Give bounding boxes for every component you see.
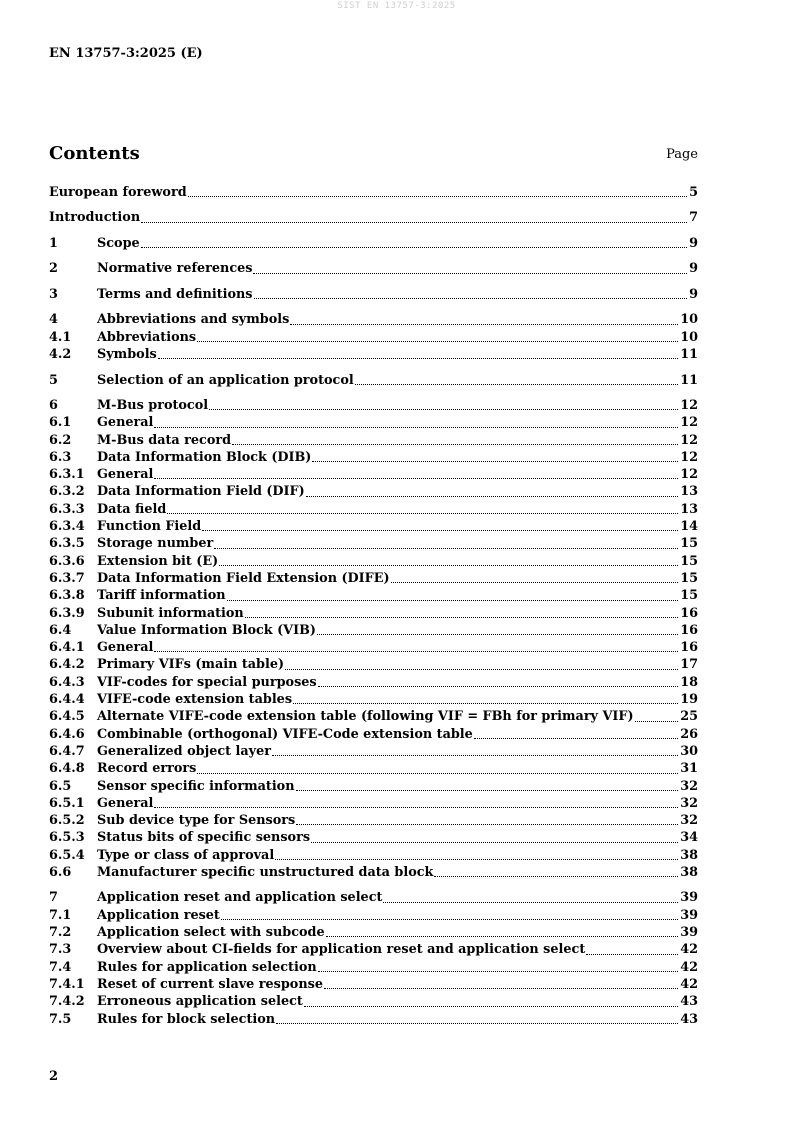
toc-entry-title: Rules for block selection [97, 1011, 276, 1027]
toc-dot-leader [154, 419, 678, 428]
toc-entry[interactable] [49, 570, 698, 587]
toc-entry-number: 6.4.3 [49, 674, 85, 690]
toc-entry-number: 6.3.4 [49, 519, 85, 535]
toc-dot-leader [318, 678, 679, 687]
toc-entry-page: 39 [680, 907, 698, 923]
toc-dot-leader [188, 188, 687, 197]
toc-entry[interactable] [49, 329, 698, 346]
toc-entry-number: 6.3.7 [49, 570, 85, 586]
toc-dot-leader [312, 453, 678, 462]
toc-entry[interactable] [49, 587, 698, 604]
toc-entry[interactable] [49, 639, 698, 656]
toc-entry-page: 13 [680, 501, 698, 517]
toc-entry-number: 7.4 [49, 959, 72, 975]
toc-entry[interactable] [49, 622, 698, 639]
toc-entry-number: 4.2 [49, 347, 72, 363]
toc-entry-page: 18 [680, 674, 698, 690]
toc-entry-number: 6.3.6 [49, 553, 85, 569]
toc-entry-page: 15 [680, 553, 698, 569]
toc-entry-title: Type or class of approval [97, 847, 275, 863]
toc-entry[interactable] [49, 346, 698, 363]
toc-entry-page: 11 [680, 372, 698, 388]
toc-entry-page: 16 [680, 640, 698, 656]
watermark: SIST EN 13757-3:2025 [337, 1, 456, 11]
toc-entry-title: VIF-codes for special purposes [97, 674, 317, 690]
toc-entry[interactable] [49, 847, 698, 864]
toc-dot-leader [324, 980, 678, 989]
toc-entry-number: 7.4.1 [49, 976, 85, 992]
toc-dot-leader [391, 574, 679, 583]
toc-entry-number: 7 [49, 890, 58, 906]
toc-dot-leader [290, 316, 678, 325]
toc-entry-title: General [97, 467, 154, 483]
toc-entry-title: Manufacturer specific unstructured data block [97, 865, 434, 880]
toc-entry-title: Abbreviations [97, 329, 197, 345]
toc-entry-number: 6.4.7 [49, 743, 85, 759]
toc-entry[interactable] [49, 829, 698, 846]
toc-entry-title: General [97, 415, 154, 431]
toc-entry[interactable] [49, 209, 698, 226]
toc-dot-leader [197, 765, 678, 774]
toc-dot-leader [276, 1015, 678, 1024]
toc-entry-number: 6.4.5 [49, 709, 85, 725]
toc-dot-leader [141, 214, 687, 223]
toc-entry-number: 6.3.1 [49, 467, 85, 483]
toc-entry-page: 12 [680, 467, 698, 483]
toc-entry[interactable] [49, 674, 698, 691]
table-of-contents [49, 184, 698, 1028]
toc-entry-title: General [97, 640, 154, 656]
toc-dot-leader [227, 592, 679, 601]
toc-entry-title: Storage number [97, 536, 214, 552]
toc-dot-leader [311, 834, 678, 843]
toc-entry[interactable] [49, 184, 698, 201]
toc-entry-title: European foreword [49, 185, 187, 200]
toc-entry[interactable] [49, 708, 698, 725]
toc-entry[interactable] [49, 864, 698, 881]
toc-entry[interactable] [49, 397, 698, 414]
toc-entry-page: 15 [680, 536, 698, 552]
toc-dot-leader [232, 436, 678, 445]
toc-dot-leader [253, 265, 687, 274]
toc-entry-page: 43 [680, 1011, 698, 1027]
toc-entry-title: Value Information Block (VIB) [97, 622, 316, 638]
toc-entry-page: 12 [680, 415, 698, 431]
toc-entry-title: Sensor specific information [97, 778, 295, 794]
toc-dot-leader [474, 730, 678, 739]
toc-entry[interactable] [49, 501, 698, 518]
toc-entry-number: 2 [49, 261, 58, 277]
toc-entry[interactable] [49, 535, 698, 552]
toc-entry-page: 12 [680, 432, 698, 448]
toc-entry-page: 43 [680, 994, 698, 1010]
toc-dot-leader [154, 799, 678, 808]
toc-entry-number: 6.3.9 [49, 605, 85, 621]
toc-entry-page: 32 [680, 795, 698, 811]
toc-entry[interactable] [49, 1011, 698, 1028]
toc-entry-page: 38 [680, 847, 698, 863]
toc-entry-page: 30 [680, 743, 698, 759]
toc-entry[interactable] [49, 311, 698, 328]
toc-dot-leader [318, 963, 679, 972]
toc-entry[interactable] [49, 795, 698, 812]
toc-dot-leader [158, 350, 678, 359]
toc-entry-title: Data Information Block (DIB) [97, 449, 312, 465]
toc-entry-title: Terms and definitions [97, 286, 253, 302]
toc-entry[interactable] [49, 691, 698, 708]
toc-entry-number: 6.3.8 [49, 588, 85, 604]
toc-entry-page: 5 [689, 185, 698, 200]
toc-entry-page: 13 [680, 484, 698, 500]
toc-entry-number: 4 [49, 312, 58, 328]
toc-entry-number: 4.1 [49, 329, 72, 345]
toc-dot-leader [296, 782, 679, 791]
toc-entry[interactable] [49, 778, 698, 795]
toc-entry-number: 6.5.1 [49, 795, 85, 811]
toc-entry[interactable] [49, 483, 698, 500]
toc-entry-title: Erroneous application select [97, 994, 303, 1010]
toc-dot-leader [304, 998, 678, 1007]
toc-entry[interactable] [49, 924, 698, 941]
toc-entry[interactable] [49, 235, 698, 252]
toc-entry-page: 19 [680, 692, 698, 708]
toc-dot-leader [141, 239, 687, 248]
toc-entry-title: Rules for application selection [97, 959, 317, 975]
toc-dot-leader [296, 816, 678, 825]
page-column-label: Page [666, 147, 698, 162]
toc-entry-number: 7.1 [49, 907, 72, 923]
toc-dot-leader [209, 401, 678, 410]
toc-entry[interactable] [49, 605, 698, 622]
toc-entry-title: Data Information Field Extension (DIFE) [97, 570, 390, 586]
toc-dot-leader [383, 894, 678, 903]
toc-entry-title: Data Information Field (DIF) [97, 484, 305, 500]
toc-entry-page: 9 [689, 261, 698, 277]
toc-entry-number: 6.4 [49, 622, 72, 638]
toc-entry[interactable] [49, 656, 698, 673]
toc-entry-title: Sub device type for Sensors [97, 813, 296, 829]
toc-entry-page: 16 [680, 622, 698, 638]
toc-dot-leader [197, 333, 678, 342]
document-id: EN 13757-3:2025 (E) [49, 46, 203, 61]
toc-entry-number: 7.4.2 [49, 994, 85, 1010]
toc-entry[interactable] [49, 414, 698, 431]
toc-entry-title: Function Field [97, 519, 202, 535]
toc-entry-number: 7.5 [49, 1011, 72, 1027]
toc-entry-page: 26 [680, 726, 698, 742]
toc-entry-title: Data field [97, 501, 167, 517]
toc-entry-page: 7 [689, 210, 698, 226]
toc-entry-page: 32 [680, 778, 698, 794]
toc-dot-leader [219, 557, 678, 566]
toc-entry-page: 32 [680, 813, 698, 829]
toc-entry-number: 6.1 [49, 415, 72, 431]
toc-entry-number: 6.3.3 [49, 501, 85, 517]
toc-entry[interactable] [49, 743, 698, 760]
toc-dot-leader [317, 626, 678, 635]
toc-entry-number: 7.2 [49, 925, 72, 941]
toc-entry-title: Generalized object layer [97, 743, 271, 759]
toc-dot-leader [293, 695, 678, 704]
toc-entry[interactable] [49, 760, 698, 777]
toc-entry-number: 6.3.2 [49, 484, 85, 500]
toc-entry-title: Primary VIFs (main table) [97, 657, 285, 673]
toc-entry-number: 6.4.6 [49, 726, 85, 742]
toc-entry-title: Abbreviations and symbols [97, 312, 290, 328]
toc-dot-leader [202, 522, 678, 531]
toc-dot-leader [214, 540, 678, 549]
toc-entry-page: 14 [680, 519, 698, 535]
toc-entry-number: 6.5.4 [49, 847, 85, 863]
toc-entry-number: 3 [49, 286, 58, 302]
toc-dot-leader [285, 661, 678, 670]
toc-entry-title: Reset of current slave response [97, 976, 323, 992]
toc-dot-leader [586, 946, 678, 955]
toc-dot-leader [326, 928, 679, 937]
toc-entry-title: VIFE-code extension tables [97, 692, 293, 708]
toc-entry[interactable] [49, 907, 698, 924]
toc-entry-number: 6.5 [49, 778, 72, 794]
toc-entry[interactable] [49, 941, 698, 958]
toc-entry-number: 6.4.8 [49, 761, 85, 777]
toc-entry[interactable] [49, 553, 698, 570]
toc-entry-number: 6.4.4 [49, 692, 85, 708]
toc-entry-number: 6.4.1 [49, 640, 85, 656]
toc-entry-number: 6.5.3 [49, 830, 85, 846]
toc-entry-title: Application reset and application select [97, 890, 383, 906]
toc-entry-number: 7.3 [49, 942, 72, 958]
toc-entry-number: 6.5.2 [49, 813, 85, 829]
toc-entry-page: 38 [680, 865, 698, 880]
toc-entry[interactable] [49, 449, 698, 466]
footer-page-number: 2 [49, 1069, 59, 1084]
toc-dot-leader [635, 713, 679, 722]
toc-dot-leader [275, 851, 678, 860]
toc-entry-title: Scope [97, 235, 140, 251]
toc-entry[interactable] [49, 372, 698, 389]
toc-entry-number: 6.4.2 [49, 657, 85, 673]
toc-entry-page: 11 [680, 347, 698, 363]
toc-entry-page: 10 [680, 312, 698, 328]
toc-dot-leader [245, 609, 678, 618]
toc-entry-page: 12 [680, 449, 698, 465]
toc-entry-page: 39 [680, 925, 698, 941]
toc-entry[interactable] [49, 976, 698, 993]
toc-entry[interactable] [49, 993, 698, 1010]
toc-entry-title: Application reset [97, 907, 220, 923]
toc-entry-page: 15 [680, 570, 698, 586]
toc-entry-title: M-Bus data record [97, 432, 232, 448]
toc-entry-page: 34 [680, 830, 698, 846]
toc-entry[interactable] [49, 260, 698, 277]
toc-entry[interactable] [49, 812, 698, 829]
toc-entry-page: 31 [680, 761, 698, 777]
toc-entry-title: Record errors [97, 761, 197, 777]
toc-entry-number: 6.2 [49, 432, 72, 448]
toc-entry-title: M-Bus protocol [97, 397, 209, 413]
toc-entry-page: 17 [680, 657, 698, 673]
toc-entry[interactable] [49, 726, 698, 743]
toc-entry-page: 39 [680, 890, 698, 906]
toc-entry-number: 5 [49, 372, 58, 388]
toc-dot-leader [254, 290, 688, 299]
toc-entry-title: General [97, 795, 154, 811]
toc-entry[interactable] [49, 959, 698, 976]
toc-entry-number: 6 [49, 397, 58, 413]
toc-entry[interactable] [49, 518, 698, 535]
toc-dot-leader [154, 470, 678, 479]
toc-entry-title: Status bits of specific sensors [97, 830, 311, 846]
toc-entry-page: 9 [689, 235, 698, 251]
toc-entry-page: 42 [680, 976, 698, 992]
toc-entry-number: 6.3.5 [49, 536, 85, 552]
toc-entry-title: Overview about CI-fields for application reset and application select [97, 942, 586, 958]
toc-entry-title: Tariff information [97, 588, 226, 604]
contents-title: Contents [49, 143, 140, 164]
toc-dot-leader [355, 376, 678, 385]
toc-dot-leader [272, 747, 678, 756]
toc-entry-title: Selection of an application protocol [97, 372, 354, 388]
toc-entry-page: 9 [689, 286, 698, 302]
toc-entry-title: Combinable (orthogonal) VIFE-Code extension table [97, 726, 473, 742]
toc-entry-title: Symbols [97, 347, 157, 363]
toc-entry-page: 42 [680, 942, 698, 958]
toc-entry[interactable] [49, 286, 698, 303]
toc-entry-title: Subunit information [97, 605, 244, 621]
toc-entry-number: 6.6 [49, 865, 72, 880]
toc-entry[interactable] [49, 466, 698, 483]
toc-entry-page: 15 [680, 588, 698, 604]
toc-dot-leader [154, 643, 678, 652]
toc-entry-page: 10 [680, 329, 698, 345]
toc-dot-leader [221, 911, 678, 920]
toc-entry-page: 42 [680, 959, 698, 975]
toc-dot-leader [306, 488, 679, 497]
toc-entry[interactable] [49, 432, 698, 449]
toc-entry[interactable] [49, 889, 698, 906]
toc-entry-title: Introduction [49, 210, 141, 226]
toc-entry-title: Extension bit (E) [97, 553, 219, 569]
toc-entry-title: Normative references [97, 261, 253, 277]
toc-dot-leader [434, 868, 678, 877]
toc-entry-number: 6.3 [49, 449, 72, 465]
toc-entry-title: Alternate VIFE-code extension table (following VIF = FBh for primary VIF) [97, 709, 634, 725]
toc-entry-title: Application select with subcode [97, 925, 325, 941]
toc-entry-page: 25 [680, 709, 698, 725]
toc-entry-page: 16 [680, 605, 698, 621]
toc-entry-page: 12 [680, 397, 698, 413]
toc-dot-leader [167, 505, 678, 514]
toc-entry-number: 1 [49, 235, 58, 251]
